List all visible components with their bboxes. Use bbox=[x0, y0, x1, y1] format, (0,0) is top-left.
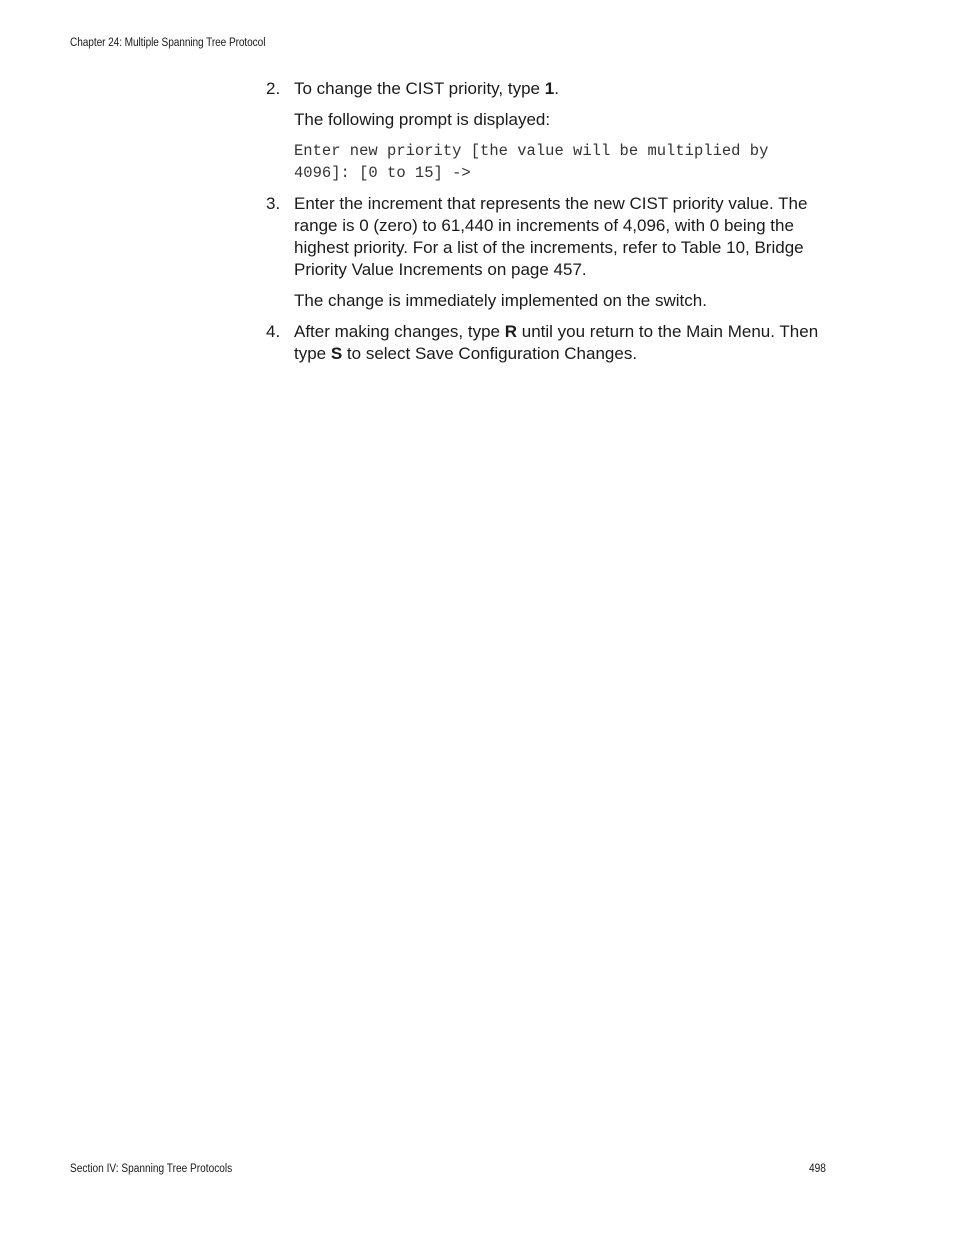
prompt-intro: The following prompt is displayed: bbox=[294, 110, 551, 129]
change-note: The change is immediately implemented on the switch. bbox=[294, 291, 707, 310]
key-r: R bbox=[504, 322, 518, 341]
running-head: Chapter 24: Multiple Spanning Tree Protocol bbox=[70, 37, 266, 49]
code-line: Enter new priority [the value will be multiplied by bbox=[294, 142, 769, 160]
step-text: After making changes, type bbox=[294, 322, 505, 341]
step-number: 2. bbox=[266, 79, 281, 98]
step-number: 4. bbox=[266, 322, 281, 341]
key-1: 1 bbox=[544, 79, 555, 98]
step-4 bbox=[266, 321, 836, 365]
step-text: until you return to the Main Menu. Then type bbox=[294, 322, 819, 363]
footer-section: Section IV: Spanning Tree Protocols bbox=[70, 1163, 233, 1175]
step-2 bbox=[266, 78, 836, 100]
step-text-end: . bbox=[554, 79, 559, 98]
code-block bbox=[266, 140, 836, 184]
step-text: Enter the increment that represents the new CIST priority value. The range is 0 (zero) to 61,440 in increments of 4,096, with 0 being the highest priority. For a list of the increments, refer to Table 10, Bridge Priority Value Increments on page 457. bbox=[294, 194, 808, 279]
code-line: 4096]: [0 to 15] -> bbox=[294, 164, 471, 182]
step-number: 3. bbox=[266, 194, 281, 213]
step-text: To change the CIST priority, type bbox=[294, 79, 545, 98]
page-number: 498 bbox=[809, 1163, 826, 1175]
step-text: to select Save Configuration Changes. bbox=[342, 344, 638, 363]
key-s: S bbox=[330, 344, 343, 363]
document-body bbox=[266, 78, 836, 374]
step-3 bbox=[266, 193, 836, 281]
